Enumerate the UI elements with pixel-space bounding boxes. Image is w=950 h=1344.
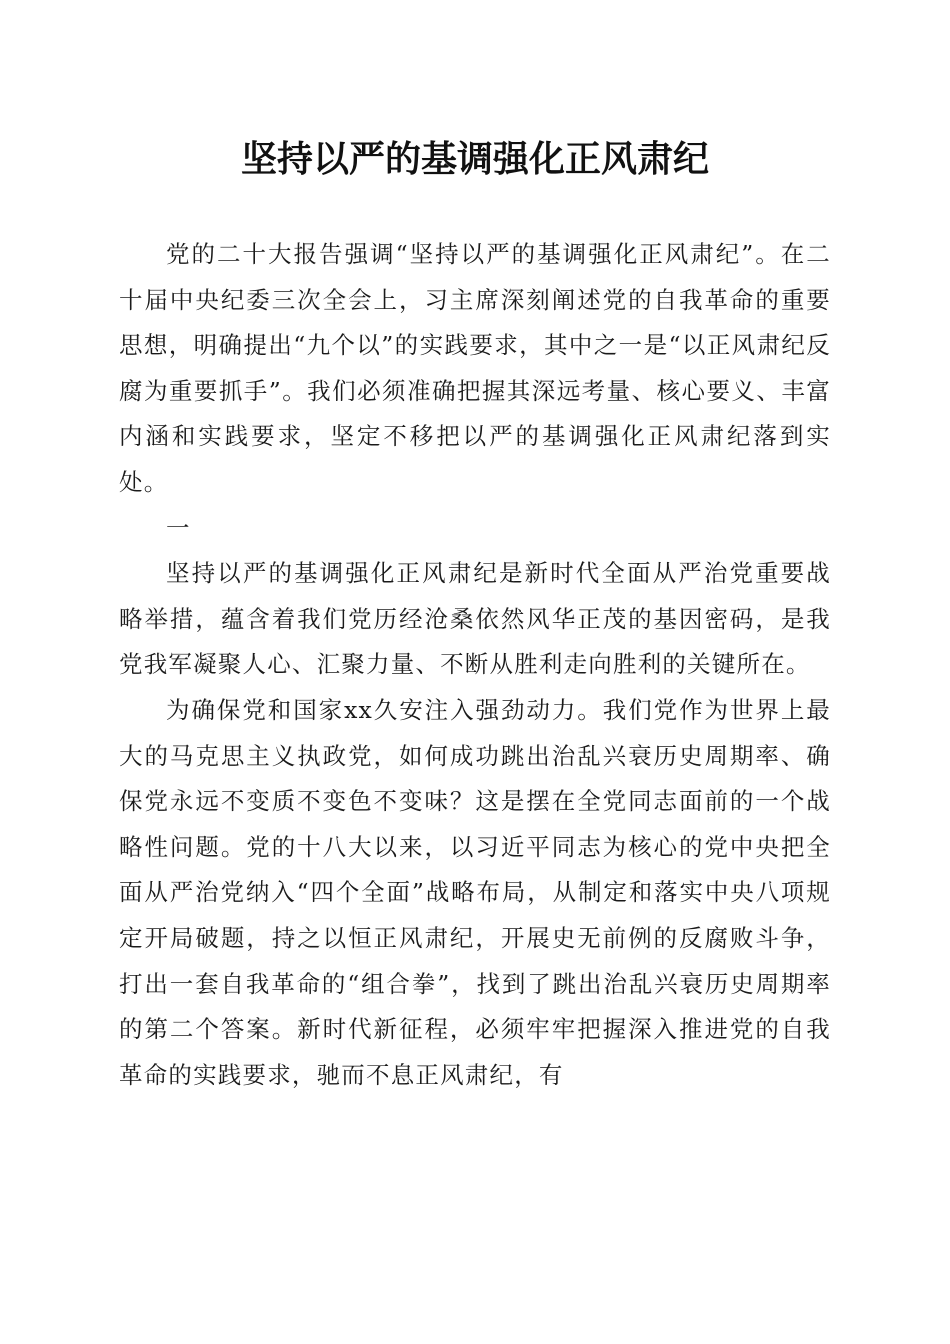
paragraph-intro: 党的二十大报告强调“坚持以严的基调强化正风肃纪”。在二十届中央纪委三次全会上，习主席深刻阐述党的自我革命的重要思想，明确提出“九个以”的实践要求，其中之一是“以正风肃纪反腐为重要抓手”。我们必须准确把握其深远考量、核心要义、丰富内涵和实践要求，坚定不移把以严的基调强化正风肃纪落到实处。	[119, 240, 831, 496]
document-body	[119, 232, 831, 1098]
section-heading-one: 一	[166, 513, 190, 542]
paragraph-section-one-body: 为确保党和国家xx久安注入强劲动力。我们党作为世界上最大的马克思主义执政党，如何成功跳出治乱兴衰历史周期率、确保党永远不变质不变色不变味？这是摆在全党同志面前的一个战略性问题。党的十八大以来，以习近平同志为核心的党中央把全面从严治党纳入“四个全面”战略布局，从制定和落实中央八项规定开局破题，持之以恒正风肃纪，开展史无前例的反腐败斗争，打出一套自我革命的“组合拳”，找到了跳出治乱兴衰历史周期率的第二个答案。新时代新征程，必须牢牢把握深入推进党的自我革命的实践要求，驰而不息正风肃纪，有	[119, 695, 831, 1089]
paragraph-section-one-lead: 坚持以严的基调强化正风肃纪是新时代全面从严治党重要战略举措，蕴含着我们党历经沧桑依然风华正茂的基因密码，是我党我军凝聚人心、汇聚力量、不断从胜利走向胜利的关键所在。	[119, 559, 831, 679]
document-title: 坚持以严的基调强化正风肃纪	[240, 138, 709, 180]
